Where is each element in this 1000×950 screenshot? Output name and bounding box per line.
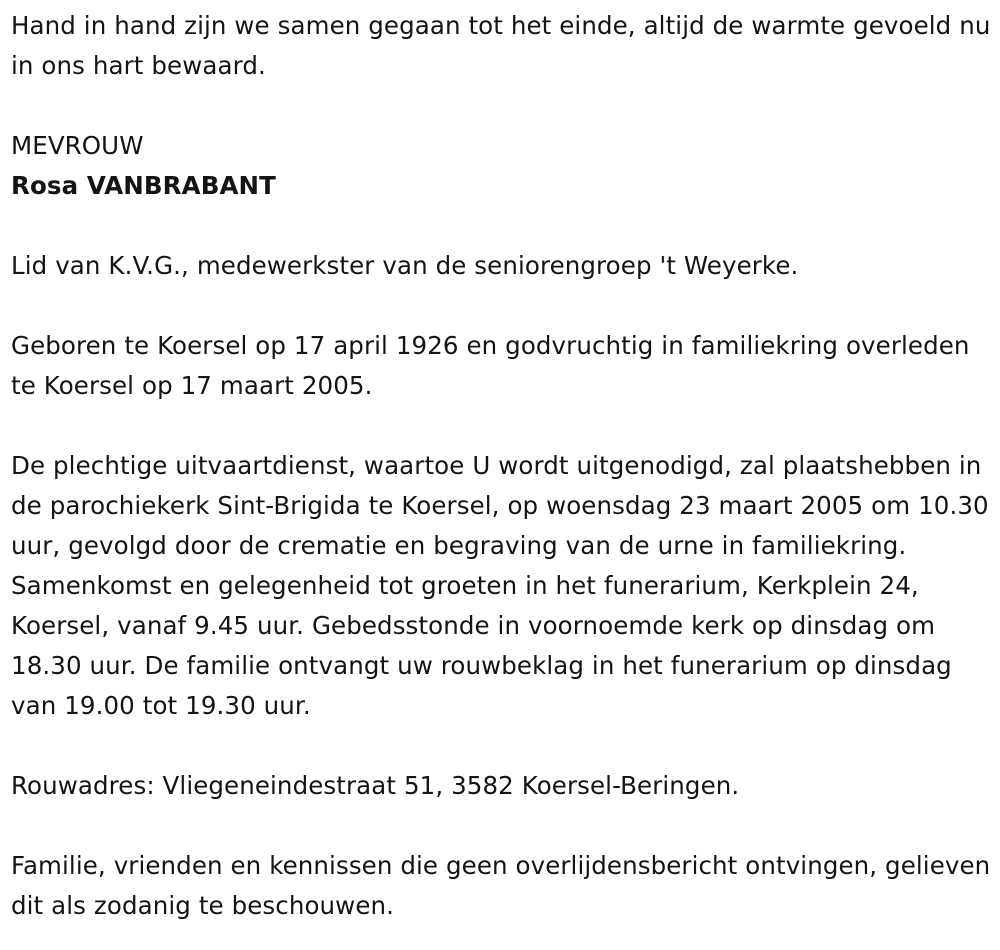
deceased-name: Rosa VANBRABANT xyxy=(11,171,276,200)
spacer xyxy=(11,806,996,846)
funeral-text: De plechtige uitvaartdienst, waartoe U wordt uitgenodigd, zal plaatshebben in de parochiekerk Sint-Brigida te Koersel, op woensdag 23 maart 2005 om 10.30 uur, gevolgd door de crematie en begraving van de urne in familiekring. Samenkomst en gelegenheid tot groeten in het funerarium, Kerkplein 24, Koersel, vanaf 9.45 uur. Gebedsstonde in voornoemde kerk op dinsdag om 18.30 uur. De familie ontvangt uw rouwbeklag in het funerarium op dinsdag van 19.00 tot 19.30 uur. xyxy=(11,451,989,720)
address-text: Rouwadres: Vliegeneindestraat 51, 3582 Koersel-Beringen. xyxy=(11,771,740,800)
honorific-text: MEVROUW xyxy=(11,131,144,160)
birth-death-text: Geboren te Koersel op 17 april 1926 en godvruchtig in familiekring overleden te Koersel op 17 maart 2005. xyxy=(11,331,970,400)
closing-text: Familie, vrienden en kennissen die geen overlijdensbericht ontvingen, gelieven dit als zodanig te beschouwen. xyxy=(11,851,991,920)
spacer xyxy=(11,726,996,766)
spacer xyxy=(11,286,996,326)
membership-text: Lid van K.V.G., medewerkster van de seniorengroep 't Weyerke. xyxy=(11,251,799,280)
spacer xyxy=(11,206,996,246)
obituary-notice xyxy=(11,6,996,926)
verse-text: Hand in hand zijn we samen gegaan tot het einde, altijd de warmte gevoeld nu in ons hart bewaard. xyxy=(11,11,991,80)
spacer xyxy=(11,86,996,126)
spacer xyxy=(11,406,996,446)
